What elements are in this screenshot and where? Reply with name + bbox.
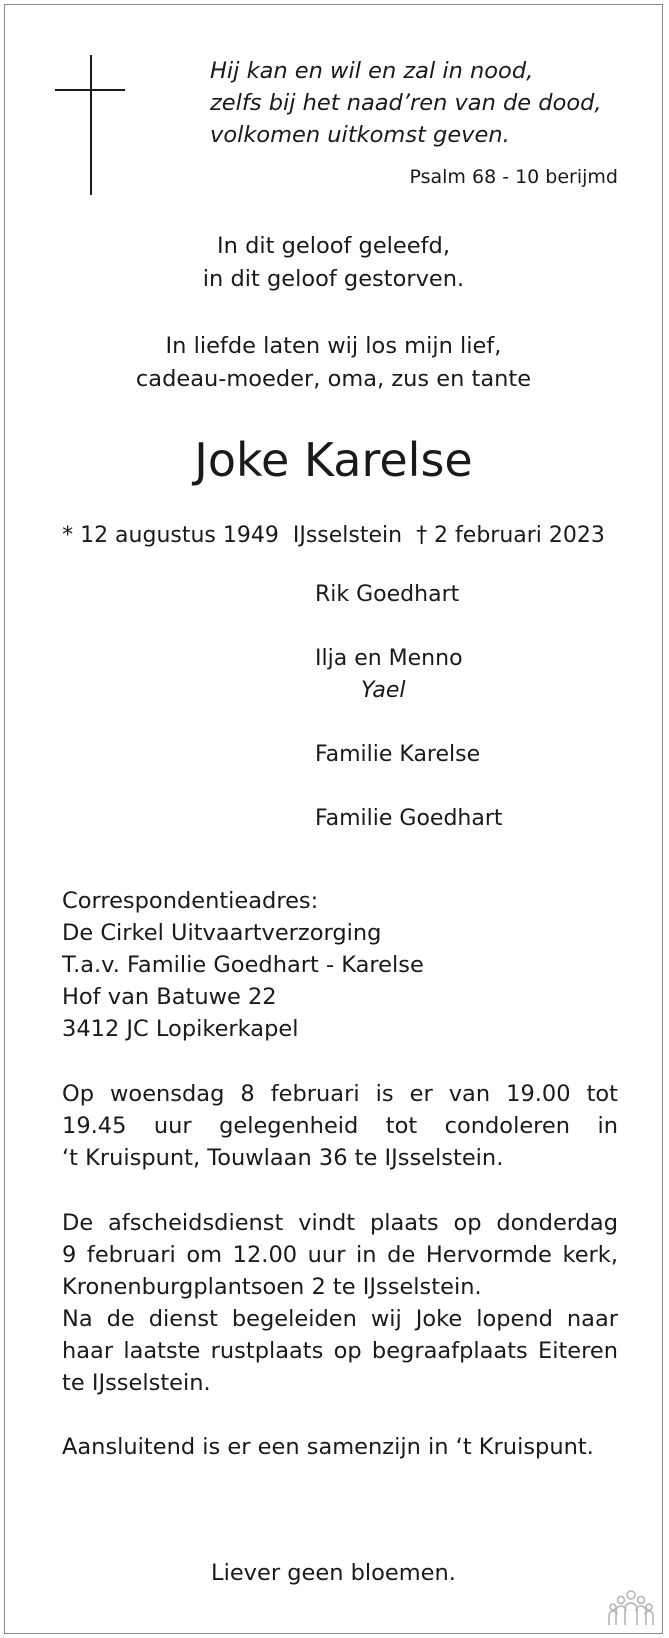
psalm-verse (210, 55, 602, 151)
service-line: haar laatste rustplaats op begraafplaats Eiteren (62, 1338, 618, 1364)
verse-source: Psalm 68 - 10 berijmd (409, 166, 618, 188)
service-info (62, 1207, 618, 1399)
family-goedhart: Familie Goedhart (315, 806, 503, 831)
belief-text (5, 230, 662, 296)
service-line: te IJsselstein. (62, 1370, 211, 1396)
address-line: Hof van Batuwe 22 (62, 984, 277, 1010)
address-line: Correspondentieadres: (62, 888, 319, 914)
service-line: Na de dienst begeleiden wij Joke lopend naar (62, 1306, 618, 1332)
birth-death-dates: * 12 augustus 1949 IJsselstein † 2 februari 2023 (62, 523, 605, 548)
cross-icon (55, 55, 125, 195)
address-line: 3412 JC Lopikerkapel (62, 1016, 299, 1042)
love-text (5, 330, 662, 396)
belief-line: in dit geloof gestorven. (202, 266, 465, 292)
service-line: Kronenburgplantsoen 2 te IJsselstein. (62, 1274, 482, 1300)
family-children (315, 643, 463, 707)
love-line: In liefde laten wij los mijn lief, (165, 333, 502, 359)
verse-line: volkomen uitkomst geven. (210, 122, 510, 148)
verse-line: zelfs bij het naad’ren van de dood, (210, 90, 602, 116)
family-partner: Rik Goedhart (315, 582, 460, 607)
service-line: 9 februari om 12.00 uur in de Hervormde kerk, (62, 1242, 618, 1268)
deceased-name: Joke Karelse (194, 433, 473, 487)
belief-line: In dit geloof geleefd, (217, 233, 450, 259)
condolence-line: ‘t Kruispunt, Touwlaan 36 te IJsselstein. (62, 1145, 504, 1171)
correspondence-address (62, 885, 618, 1045)
people-circle-logo-icon (608, 1589, 654, 1627)
children-names: Ilja en Menno (315, 646, 463, 671)
gathering-info: Aansluitend is er een samenzijn in ‘t Kruispunt. (62, 1434, 594, 1460)
verse-line: Hij kan en wil en zal in nood, (210, 58, 534, 84)
family-karelse: Familie Karelse (315, 742, 481, 767)
service-line: De afscheidsdienst vindt plaats op donderdag (62, 1210, 618, 1236)
address-line: T.a.v. Familie Goedhart - Karelse (62, 952, 424, 978)
no-flowers-note: Liever geen bloemen. (211, 1560, 456, 1586)
condolence-line: Op woensdag 8 februari is er van 19.00 tot (62, 1081, 618, 1107)
grandchild-name: Yael (361, 678, 406, 703)
obituary-card (4, 4, 663, 1634)
condolence-line: 19.45 uur gelegenheid tot condoleren in (62, 1113, 618, 1139)
address-line: De Cirkel Uitvaartverzorging (62, 920, 382, 946)
condolence-info (62, 1078, 618, 1174)
love-line: cadeau-moeder, oma, zus en tante (135, 366, 532, 392)
